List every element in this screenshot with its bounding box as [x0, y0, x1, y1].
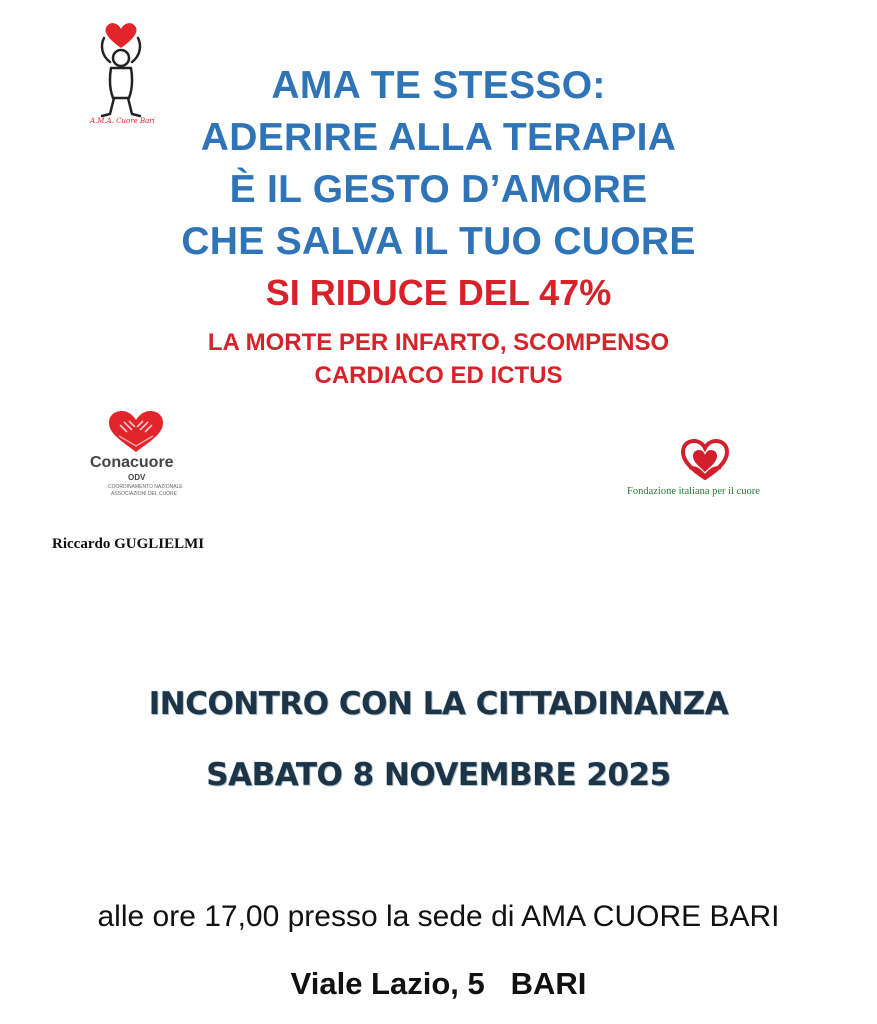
ama-logo-caption: A.M.A. Cuore Bari [90, 117, 155, 125]
headline-line-2: ADERIRE ALLA TERAPIA [200, 116, 677, 159]
conacuore-logo [86, 410, 196, 505]
fondazione-name: Fondazione italiana per il cuore [627, 486, 760, 497]
headline [0, 60, 877, 268]
stat-detail-line-2: CARDIACO ED ICTUS [314, 362, 563, 389]
heart-symbol-icon [679, 438, 731, 480]
hands-heart-icon [105, 410, 167, 454]
author-name: Riccardo GUGLIELMI [52, 536, 205, 552]
stat-detail [0, 326, 877, 392]
headline-line-3: È IL GESTO D’AMORE [229, 168, 648, 211]
stat-detail-line-1: LA MORTE PER INFARTO, SCOMPENSO [207, 329, 670, 356]
event-time-place: alle ore 17,00 presso la sede di AMA CUORE BARI [97, 900, 780, 933]
conacuore-odv: ODV [128, 473, 146, 482]
conacuore-tagline-1: COORDINAMENTO NAZIONALE [108, 484, 183, 490]
stat-headline: SI RIDUCE DEL 47% [265, 272, 612, 313]
event-address: Viale Lazio, 5 BARI [290, 966, 587, 1001]
headline-line-4: CHE SALVA IL TUO CUORE [181, 220, 696, 263]
conacuore-name: Conacuore [90, 454, 174, 471]
fondazione-logo [622, 438, 792, 502]
conacuore-tagline-2: ASSOCIAZIONI DEL CUORE [111, 491, 177, 497]
event-title: INCONTRO CON LA CITTADINANZA [148, 686, 729, 722]
event-date: SABATO 8 NOVEMBRE 2025 [206, 757, 671, 793]
headline-line-1: AMA TE STESSO: [271, 64, 606, 107]
